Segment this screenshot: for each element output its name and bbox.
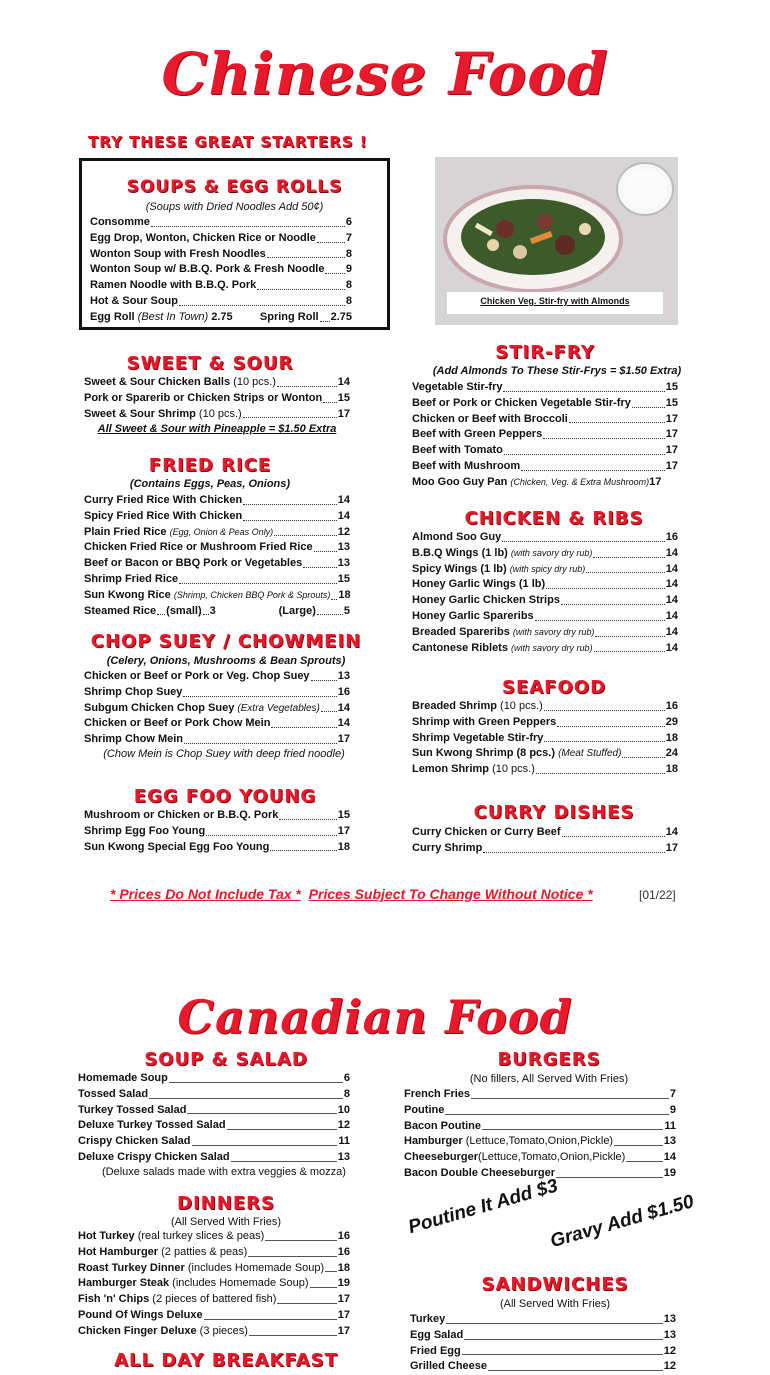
menu-item: Cheeseburger (Lettuce,Tomato,Onion,Pickle) 14 [404,1151,676,1164]
stir-fry-list [412,380,678,491]
menu-item: Lemon Shrimp (10 pcs.) 18 [412,763,678,776]
burgers-subtitle: (No fillers, All Served With Fries) [469,1073,629,1085]
fried-rice-list [84,493,350,619]
all-day-breakfast-title: ALL DAY BREAKFAST [114,1350,338,1371]
menu-item: Ramen Noodle with B.B.Q. Pork 8 [90,279,352,292]
sandwiches-list [410,1312,676,1375]
menu-item: Spicy Wings (1 lb) (with spicy dry rub) 14 [412,562,678,575]
sweet-sour-title: SWEET & SOUR [126,353,294,374]
menu-item: Egg Drop, Wonton, Chicken Rice or Noodle 7 [90,231,352,244]
soup-salad-title: SOUP & SALAD [144,1049,308,1070]
menu-item: Beef with Green Peppers 17 [412,428,678,441]
menu-item: Beef or Pork or Chicken Vegetable Stir-fry 15 [412,396,678,409]
canadian-food-title: Canadian Food [177,990,573,1044]
sandwiches-title: SANDWICHES [481,1274,629,1295]
tax-note [110,886,593,902]
sandwiches-subtitle: (All Served With Fries) [499,1298,611,1310]
menu-item: Turkey Tossed Salad 10 [78,1103,350,1116]
menu-item: Shrimp Fried Rice 15 [84,572,350,585]
sweet-sour-list [84,375,350,435]
menu-item: Subgum Chicken Chop Suey (Extra Vegetables) 14 [84,701,350,714]
menu-item: Poutine 9 [404,1103,676,1116]
menu-item: Homemade Soup 6 [78,1072,350,1084]
menu-item: Fish 'n' Chips (2 pieces of battered fish) 17 [78,1293,350,1306]
menu-item: Hamburger Steak (includes Homemade Soup) 19 [78,1277,350,1290]
menu-item: Fried Egg 12 [410,1344,676,1357]
starters-banner: TRY THESE GREAT STARTERS ! [88,133,368,151]
curry-title: CURRY DISHES [473,802,635,823]
stir-fry-subtitle: (Add Almonds To These Stir-Frys = $1.50 Extra) [432,365,682,377]
menu-item: Deluxe Turkey Tossed Salad 12 [78,1119,350,1132]
soups-list [90,215,352,326]
chicken-ribs-title: CHICKEN & RIBS [464,508,644,529]
fried-rice-title: FRIED RICE [148,455,272,476]
menu-item: Pork or Sparerib or Chicken Strips or Wonton 15 [84,391,350,404]
tax-note-part-1: * Prices Do Not Include Tax * [110,886,301,902]
menu-item: Honey Garlic Wings (1 lb) 14 [412,578,678,591]
menu-item: Sun Kwong Shrimp (8 pcs.) (Meat Stuffed) 24 [412,747,678,760]
fried-rice-subtitle: (Contains Eggs, Peas, Onions) [129,478,291,490]
menu-item: Tossed Salad 8 [78,1087,350,1100]
menu-item: Pound Of Wings Deluxe 17 [78,1308,350,1321]
menu-item: Breaded Spareribs (with savory dry rub) 14 [412,625,678,638]
menu-item: Egg Salad 13 [410,1328,676,1341]
menu-item: Hot Turkey (real turkey slices & peas) 16 [78,1230,350,1242]
chop-suey-title: CHOP SUEY / CHOWMEIN [90,631,362,652]
menu-item: Moo Goo Guy Pan (Chicken, Veg. & Extra Mushroom) 17 [412,475,662,488]
menu-item: Mushroom or Chicken or B.B.Q. Pork 15 [84,809,350,821]
menu-item: Sun Kwong Rice (Shrimp, Chicken BBQ Pork & Sprouts) 18 [84,588,351,601]
stir-fry-title: STIR-FRY [495,342,595,363]
menu-item: Beef with Mushroom 17 [412,459,678,472]
menu-item: Hamburger (Lettuce,Tomato,Onion,Pickle) 13 [404,1135,676,1148]
soups-title: SOUPS & EGG ROLLS [126,177,343,197]
menu-item: Wonton Soup with Fresh Noodles 8 [90,247,352,260]
food-photo [435,157,678,325]
egg-roll-row: Egg Roll (Best In Town) 2.75 Spring Roll 2.75 [90,310,352,323]
menu-item: Grilled Cheese 12 [410,1360,676,1373]
menu-item: Bacon Double Cheeseburger 19 [404,1166,676,1179]
menu-item: Sweet & Sour Shrimp (10 pcs.) 17 [84,407,350,420]
menu-item: Consomme 6 [90,216,352,228]
menu-item: Sweet & Sour Chicken Balls (10 pcs.) 14 [84,376,350,388]
seafood-title: SEAFOOD [501,677,607,698]
sweet-sour-footnote: All Sweet & Sour with Pineapple = $1.50 Extra [97,423,337,436]
menu-item: French Fries 7 [404,1088,676,1100]
menu-item: Spicy Fried Rice With Chicken 14 [84,509,350,522]
menu-item: Curry Chicken or Curry Beef 14 [412,826,678,838]
menu-item: Shrimp Vegetable Stir-fry 18 [412,731,678,744]
chop-suey-list [84,669,350,760]
tax-note-part-2: Prices Subject To Change Without Notice * [308,886,593,902]
menu-item: Shrimp Chow Mein 17 [84,733,350,746]
poutine-add-note: Poutine It Add $3 [406,1175,561,1239]
menu-item: Chicken Fried Rice or Mushroom Fried Rice 13 [84,541,350,554]
menu-item: Shrimp Chop Suey 16 [84,685,350,698]
menu-item: Honey Garlic Chicken Strips 14 [412,594,678,607]
menu-item: Cantonese Riblets (with savory dry rub) 14 [412,641,678,654]
gravy-add-note: Gravy Add $1.50 [548,1191,697,1253]
menu-item: Shrimp with Green Peppers 29 [412,715,678,728]
date-code: [01/22] [639,888,676,902]
menu-item: Breaded Shrimp (10 pcs.) 16 [412,700,678,712]
dinners-list [78,1229,350,1340]
curry-list [412,825,678,857]
menu-item: Beef with Tomato 17 [412,444,678,457]
seafood-list [412,699,678,778]
menu-item: Chicken Finger Deluxe (3 pieces) 17 [78,1324,350,1337]
dinners-subtitle: (All Served With Fries) [170,1216,282,1228]
menu-item: Sun Kwong Special Egg Foo Young 18 [84,840,350,853]
soups-box [79,158,390,330]
menu-item: Beef or Bacon or BBQ Pork or Vegetables 13 [84,557,350,570]
menu-item: Chicken or Beef or Pork or Veg. Chop Suey 13 [84,670,350,682]
menu-item: Deluxe Crispy Chicken Salad 13 [78,1150,350,1163]
menu-item: Wonton Soup w/ B.B.Q. Pork & Fresh Noodle 9 [90,263,352,276]
soup-salad-list [78,1071,350,1178]
menu-item: Chicken or Beef or Pork Chow Mein 14 [84,717,350,730]
menu-item: Hot & Sour Soup 8 [90,294,352,307]
menu-item: Honey Garlic Spareribs 14 [412,609,678,622]
chop-suey-subtitle: (Celery, Onions, Mushrooms & Bean Sprouts) [106,655,346,667]
menu-item: Roast Turkey Dinner (includes Homemade Soup) 18 [78,1261,350,1274]
steamed-rice-row: Steamed Rice (small) 3 (Large) 5 [84,604,350,617]
soups-subtitle: (Soups with Dried Noodles Add 50¢) [145,201,324,213]
soup-salad-footnote: (Deluxe salads made with extra veggies & mozza) [102,1165,346,1178]
egg-foo-young-list [84,808,350,855]
chinese-food-title: Chinese Food [161,40,609,108]
menu-item: Turkey 13 [410,1313,676,1325]
chicken-ribs-list [412,530,678,656]
menu-item: Shrimp Egg Foo Young 17 [84,824,350,837]
menu-item: Vegetable Stir-fry 15 [412,381,678,393]
chop-suey-footnote: (Chow Mein is Chop Suey with deep fried noodle) [103,747,345,760]
menu-item: Almond Soo Guy 16 [412,531,678,543]
menu-item: Plain Fried Rice (Egg, Onion & Peas Only) 12 [84,525,350,538]
burgers-list [404,1087,676,1182]
menu-item: Bacon Poutine 11 [404,1119,676,1132]
menu-item: Curry Fried Rice With Chicken 14 [84,494,350,506]
dinners-title: DINNERS [177,1193,275,1214]
photo-caption: Chicken Veg. Stir-fry with Almonds [480,296,630,306]
egg-foo-young-title: EGG FOO YOUNG [133,786,317,807]
menu-item: Hot Hamburger (2 patties & peas) 16 [78,1245,350,1258]
menu-item: B.B.Q Wings (1 lb) (with savory dry rub) 14 [412,546,678,559]
menu-item: Curry Shrimp 17 [412,841,678,854]
menu-item: Crispy Chicken Salad 11 [78,1135,350,1148]
burgers-title: BURGERS [497,1049,601,1070]
menu-item: Chicken or Beef with Broccoli 17 [412,412,678,425]
